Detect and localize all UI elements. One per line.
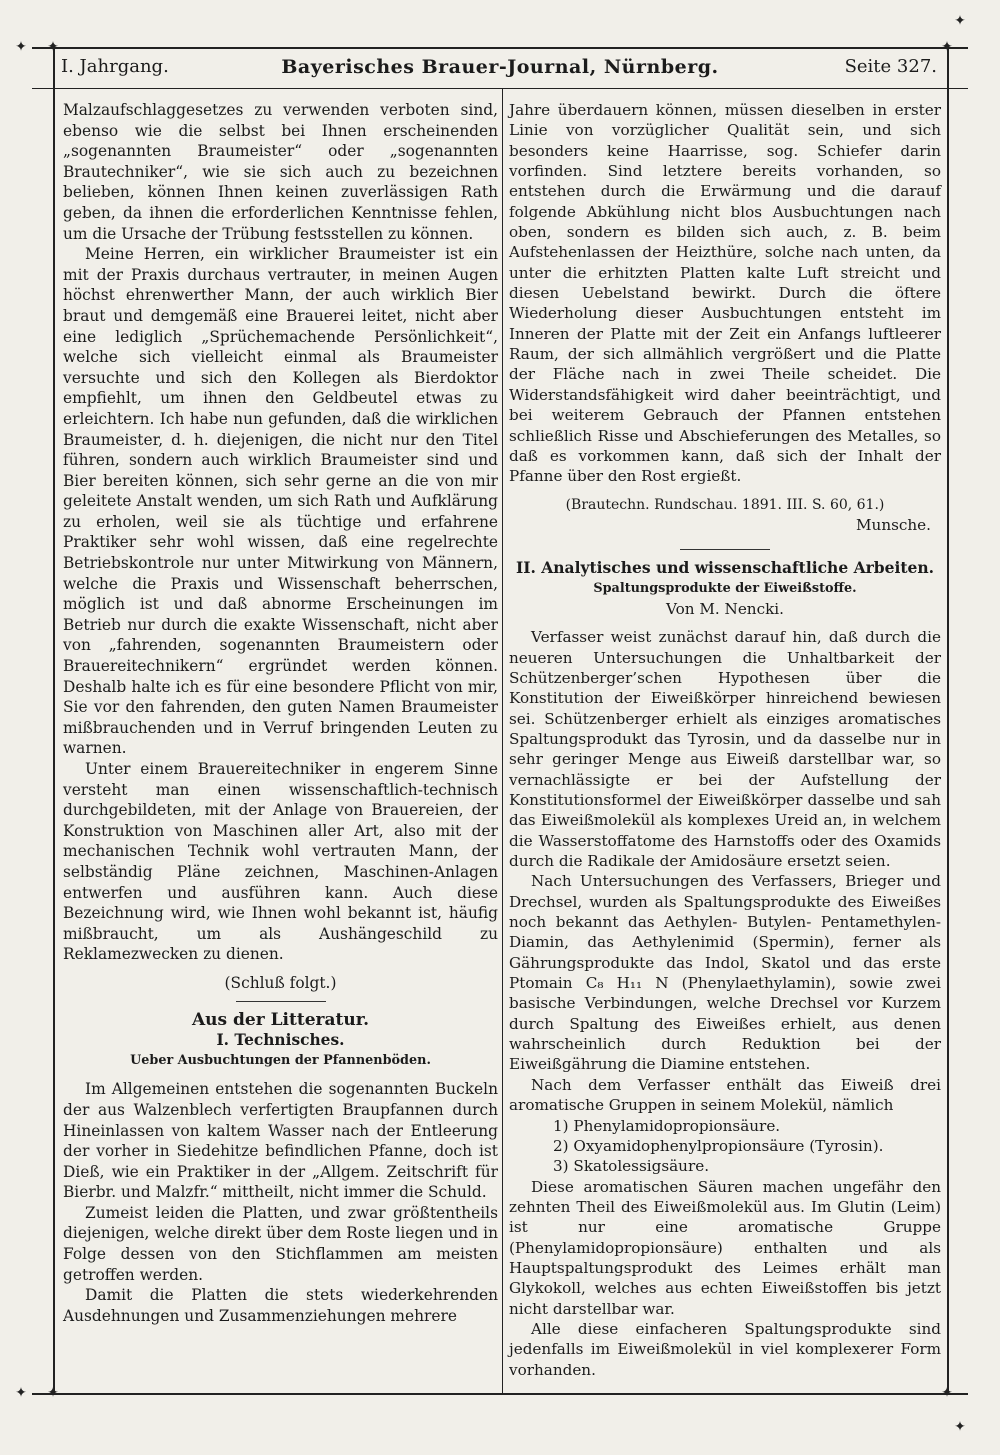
- corner-ornament-icon: ✦: [941, 39, 953, 55]
- page-number: Seite 327.: [844, 56, 937, 77]
- paragraph: Diese aromatischen Säuren machen ungefähr den zehnten Theil des Eiweißmolekül aus. Im Glutin (Leim) ist nur eine aromatische Gruppe (Phenylamidopropionsäure) enthalten und als Hauptspaltungsprodukt des Leimes erhält man Glykokoll, welches aus echten Eiweißstoffen bis jetzt nicht darstellbar war.: [509, 1177, 941, 1318]
- edge-ornament-icon: ✦: [954, 13, 966, 29]
- section-divider: [236, 1001, 326, 1002]
- paragraph: Unter einem Brauereitechniker in engerem Sinne versteht man einen wissenschaftlich-technisch durchgebildeten, mit der Anlage von Brauereien, der Konstruktion von Maschinen aller Art, also mit der mechanischen Technik wohl vertrauten Mann, der selbständig Pläne zeichnen, Maschinen-Anlagen entwerfen und ausführen kann. Auch diese Bezeichnung wird, wie Ihnen wohl bekannt ist, häufig mißbraucht, um als Aushängeschild zu Reklamezwecken zu dienen.: [63, 760, 498, 964]
- article-title: Spaltungsprodukte der Eiweißstoffe.: [593, 580, 857, 596]
- paragraph: Nach Untersuchungen des Verfassers, Brieger und Drechsel, wurden als Spaltungsprodukte des Eiweißes noch bekannt das Aethylen- Butylen- Pentamethylen-Diamin, das Aethylenimid (Spermin), ferner als Gährungsprodukte das Indol, Skatol und das erste Ptomain C₈ H₁₁ N (Phenylaethylamin), sowie zwei basische Verbindungen, welche Drechsel vor Kurzem durch Spaltung des Eiweißes erhielt, aus denen wahrscheinlich durch Reduktion bei der Eiweißgährung die Diamine entstehen.: [509, 872, 941, 1074]
- paragraph: Nach dem Verfasser enthält das Eiweiß drei aromatische Gruppen in seinem Molekül, nämlich: [509, 1075, 941, 1115]
- section-heading: II. Analytisches und wissenschaftliche Arbeiten.: [515, 558, 935, 578]
- paragraph: Zumeist leiden die Platten, und zwar größtentheils diejenigen, welche direkt über dem Roste liegen und in Folge dessen von den Stichflammen am meisten getroffen werden.: [63, 1203, 498, 1284]
- paragraph: Meine Herren, ein wirklicher Braumeister ist ein mit der Praxis durchaus vertrauter, in meinen Augen höchst ehrenwerther Mann, der auch wirklich Bier braut und demgemäß eine Brauerei leitet, nicht aber eine lediglich „Sprüchemachende Persönlichkeit“, welche sich vielleicht einmal als Braumeister versuchte und sich den Kollegen als Bierdoktor empfiehlt, um ihnen den Geldbeutel etwas zu erleichtern. Ich habe nun gefunden, daß die wirklichen Braumeister, d. h. diejenigen, die nicht nur den Titel führen, sondern auch wirklich Braumeister sind und Bier bereiten können, sich sehr gerne an die von mir geleitete Anstalt wenden, um sich Rath und Aufklärung zu erholen, weil sie als tüchtige und erfahrene Praktiker sehr wohl wissen, daß eine regelrechte Betriebskontrole nur unter Mitwirkung von Männern, welche die Praxis und Wissenschaft beherrschen, möglich ist und daß abnorme Erscheinungen im Betrieb nur durch die exakte Wissenschaft, nicht aber von „fahrenden, sogenannten Braumeistern oder Brauereitechnikern“ ergründet werden können. Deshalb halte ich es für eine besondere Pflicht von mir, Sie vor den fahrenden, den guten Namen Braumeister mißbrauchenden und in Verruf bringenden Leuten zu warnen.: [63, 245, 498, 758]
- bottom-border-rule: [32, 1393, 968, 1395]
- header-underline-rule: [32, 88, 968, 89]
- corner-ornament-icon: ✦: [47, 39, 59, 55]
- left-column: [63, 100, 498, 1326]
- column-divider-rule: [502, 89, 503, 1393]
- list-item: 1) Phenylamidopropionsäure.: [553, 1116, 781, 1135]
- edge-ornament-icon: ✦: [15, 39, 27, 55]
- right-column: [509, 100, 941, 1380]
- subsection-heading: I. Technisches.: [216, 1031, 345, 1050]
- article-author: Von M. Nencki.: [666, 599, 784, 618]
- paragraph: Im Allgemeinen entstehen die sogenannten Buckeln der aus Walzenblech verfertigten Braupfannen durch Hineinlassen von kaltem Wasser nach der Entleerung der vorher in Siedehitze befindlichen Pfanne, doch ist Dieß, wie ein Praktiker in der „Allgem. Zeitschrift für Bierbr. und Malzfr.“ mittheilt, nicht immer die Schuld.: [63, 1080, 498, 1202]
- list-item: 2) Oxyamidophenylpropionsäure (Tyrosin).: [553, 1136, 884, 1155]
- edge-ornament-icon: ✦: [15, 1385, 27, 1401]
- corner-ornament-icon: ✦: [941, 1385, 953, 1401]
- running-header: [55, 56, 945, 84]
- volume-label: I. Jahrgang.: [61, 56, 169, 77]
- top-border-rule: [32, 47, 968, 49]
- paragraph: Alle diese einfacheren Spaltungsprodukte sind jedenfalls im Eiweißmolekül in viel komplexerer Form vorhanden.: [509, 1319, 941, 1379]
- paragraph: Verfasser weist zunächst darauf hin, daß durch die neueren Untersuchungen die Unhaltbarkeit der Schützenberger’schen Hypothesen über die Konstitution der Eiweißkörper hinreichend bewiesen sei. Schützenberger erhielt als einziges aromatisches Spaltungsprodukt das Tyrosin, und da dasselbe nur in sehr geringer Menge aus Eiweiß darstellbar war, so vernachlässigte er bei der Aufstellung der Konstitutionsformel der Eiweißkörper dasselbe und sah das Eiweißmolekül als komplexes Ureid an, in welchem die Wasserstoffatome des Harnstoffs oder des Oxamids durch die Radikale der Amidosäure ersetzt seien.: [509, 628, 941, 871]
- paragraph: Damit die Platten die stets wiederkehrenden Ausdehnungen und Zusammenziehungen mehrere: [63, 1286, 498, 1325]
- corner-ornament-icon: ✦: [47, 1385, 59, 1401]
- left-border-rule: [53, 47, 55, 1393]
- edge-ornament-icon: ✦: [954, 1419, 966, 1435]
- right-border-rule: [947, 47, 949, 1393]
- section-divider: [680, 549, 770, 550]
- section-heading: Aus der Litteratur.: [191, 1009, 370, 1030]
- paragraph: Malzaufschlaggesetzes zu verwenden verboten sind, ebenso wie die selbst bei Ihnen erscheinenden „sogenannten Braumeister“ oder „sogenannten Brautechniker“, wie sie sich auch zu bezeichnen belieben, können Ihnen keinen zuverlässigen Rath geben, da ihnen die erforderlichen Kenntnisse fehlen, um die Ursache der Trübung festsstellen zu können.: [63, 101, 498, 243]
- continuation-note: (Schluß folgt.): [224, 973, 337, 992]
- author-signature: Munsche.: [855, 515, 931, 534]
- citation: (Brautechn. Rundschau. 1891. III. S. 60, 61.): [565, 496, 885, 513]
- article-title: Ueber Ausbuchtungen der Pfannenböden.: [130, 1052, 431, 1068]
- journal-title: Bayerisches Brauer-Journal, Nürnberg.: [281, 56, 719, 78]
- list-item: 3) Skatolessigsäure.: [553, 1157, 710, 1176]
- paragraph: Jahre überdauern können, müssen dieselben in erster Linie von vorzüglicher Qualität sein, und sich besonders keine Haarrisse, sog. Schiefer darin vorfinden. Sind letztere bereits vorhanden, so entstehen durch die Erwärmung und die darauf folgende Abkühlung nicht blos Ausbuchtungen nach oben, sondern es bilden sich auch, z. B. beim Aufstehenlassen der Heizthüre, solche nach unten, da unter die erhitzten Platten kalte Luft streicht und diesen Uebelstand bewirkt. Durch die öftere Wiederholung dieser Ausbuchtungen entsteht im Inneren der Platte mit der Zeit ein Anfangs luftleerer Raum, der sich allmählich vergrößert und die Platte der Fläche nach in zwei Theile scheidet. Die Widerstandsfähigkeit wird daher beeinträchtigt, und bei weiterem Gebrauch der Pfannen entstehen schließlich Risse und Abschieferungen des Metalles, so daß es vorkommen kann, daß sich der Inhalt der Pfanne über den Rost ergießt.: [509, 101, 941, 486]
